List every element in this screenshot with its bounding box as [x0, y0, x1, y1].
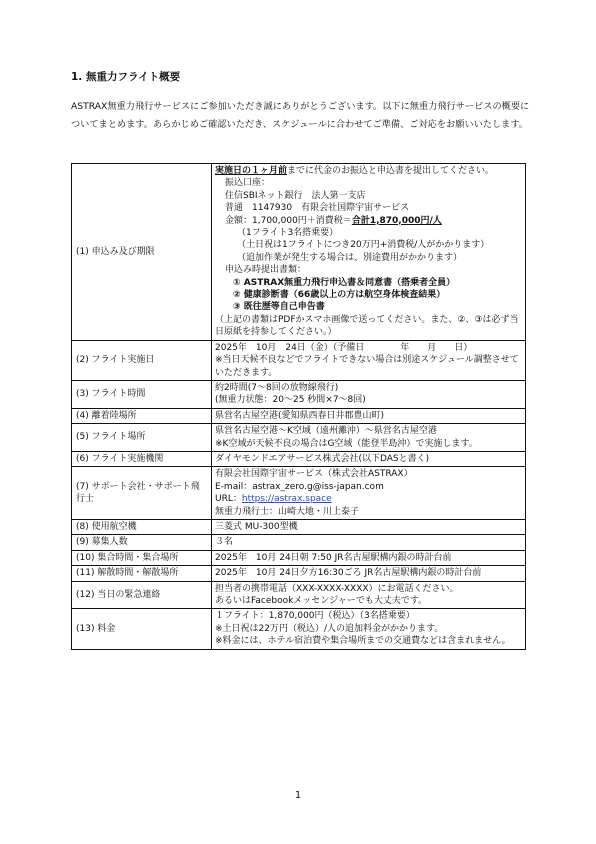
- fee-exclusion-note: ※料金には、ホテル宿泊費や集合場所までの交通費などは含まれません。: [215, 636, 511, 647]
- table-row: [72, 408, 526, 423]
- flight-date-text: 2025年 10月 24日（金）（予備日 年 月 日）: [215, 342, 473, 353]
- document-item: ② 健康診断書（66歳以上の方は航空身体検査結果）: [233, 290, 446, 301]
- website-link[interactable]: https://astrax.space: [241, 494, 332, 505]
- dismissal-time-place: 2025年 10月 24日夕方16:30ごろ JR名古屋駅構内銀の時計台前: [212, 566, 526, 581]
- deadline-emphasis: 実施日の１ヶ月前: [215, 166, 288, 176]
- table-row: [72, 609, 526, 649]
- table-row: [72, 467, 526, 520]
- crew-names: 無重力飛行士：山崎大地・川上泰子: [215, 506, 360, 517]
- row-label: (3) フライト時間: [72, 380, 212, 408]
- airport: 県営名古屋空港(愛知県西春日井郡豊山町): [212, 408, 526, 423]
- row-label: (7) サポート会社・サポート飛行士: [72, 467, 212, 520]
- table-row: [72, 451, 526, 466]
- row-label: (1) 申込み及び期限: [72, 164, 212, 341]
- row-label: (2) フライト実施日: [72, 340, 212, 380]
- weekend-fee-note: ※土日祝は22万円（税込）/人の追加料金がかかります。: [215, 623, 444, 634]
- document-item: ① ASTRAX無重力飛行申込書＆同意書（搭乗者全員）: [233, 277, 456, 288]
- per-flight-note: （1フライト3名搭乗要）: [237, 228, 339, 239]
- account-label: 振込口座：: [225, 178, 271, 189]
- amount-prefix: 金額：1,700,000円＋消費税＝: [225, 215, 352, 226]
- table-row: [72, 380, 526, 408]
- account-number: 普通 1147930 有限会社国際宇宙サービス: [225, 203, 410, 214]
- flight-duration: [212, 380, 526, 408]
- overview-table: [71, 163, 526, 650]
- aircraft: 三菱式 MU-300型機: [212, 519, 526, 534]
- page-number: 1: [294, 790, 302, 801]
- row-label: (8) 使用航空機: [72, 519, 212, 534]
- table-row: [72, 424, 526, 452]
- flight-date: [212, 340, 526, 380]
- documents-note: （上記の書類はPDFかスマホ画像で送ってください。また、②、③は必ず当日原紙を持参してください。）: [215, 314, 519, 338]
- zero-g-line: (無重力状態：20〜25 秒間×7〜8回): [215, 395, 366, 406]
- support-company: [212, 467, 526, 520]
- extra-cost-note: （追加作業が発生する場合は、別途費用がかかります）: [237, 252, 463, 263]
- table-row: [72, 550, 526, 565]
- weather-note: ※当日天候不良などでフライトできない場合は別途スケジュール調整させていただきます。: [215, 355, 519, 378]
- row-label: (12) 当日の緊急連絡: [72, 581, 212, 609]
- table-row: [72, 164, 526, 341]
- contact-email: E-mail：astrax_zero.g@iss-japan.com: [215, 481, 384, 492]
- fee: [212, 609, 526, 649]
- weekend-note: （土日祝は1フライトにつき20万円+消費税/人がかかります）: [237, 240, 490, 251]
- operator: ダイヤモンドエアサービス株式会社(以下DASと書く): [212, 451, 526, 466]
- fee-line: １フライト：1,870,000円（税込）（3名搭乗要）: [215, 611, 415, 622]
- row-label: (6) フライト実施機関: [72, 451, 212, 466]
- meeting-time-place: 2025年 10月 24日朝 7:50 JR名古屋駅構内銀の時計台前: [212, 550, 526, 565]
- row-label: (4) 離着陸場所: [72, 408, 212, 423]
- phone-line: 担当者の携帯電話（XXX-XXXX-XXXX）にお電話ください。: [215, 583, 459, 594]
- table-row: [72, 340, 526, 380]
- row-label: (11) 解散時間・解散場所: [72, 566, 212, 581]
- application-details: [212, 164, 526, 341]
- row-label: (10) 集合時間・集合場所: [72, 550, 212, 565]
- table-row: [72, 535, 526, 550]
- row-label: (13) 料金: [72, 609, 212, 649]
- row-label: (9) 募集人数: [72, 535, 212, 550]
- table-row: [72, 581, 526, 609]
- company-name: 有限会社国際宇宙サービス（株式会社ASTRAX）: [215, 469, 413, 480]
- emergency-contact: [212, 581, 526, 609]
- table-row: [72, 519, 526, 534]
- intro-paragraph: ASTRAX無重力飛行サービスにご参加いただき誠にありがとうございます。以下に無重力飛行サービスの概要についてまとめます。あらかじめご確認いただき、スケジュールに合わせてご準備、ご対応をお願いいたします。: [71, 101, 530, 130]
- duration-line: 約2時間(7〜8回の放物線飛行): [215, 382, 339, 393]
- row-label: (5) フライト場所: [72, 424, 212, 452]
- bank-name: 住信SBIネット銀行 法人第一支店: [225, 190, 366, 201]
- url-label: URL：: [215, 494, 242, 505]
- document-item: ③ 既往歴等自己申告書: [233, 302, 325, 313]
- alternate-area-note: ※K空域が天候不良の場合はG空域（能登半島沖）で実施します。: [215, 438, 478, 449]
- section-heading: 1. 無重力フライト概要: [71, 71, 181, 83]
- flight-area: [212, 424, 526, 452]
- capacity: ３名: [212, 535, 526, 550]
- route-line: 県営名古屋空港〜K空域（遠州灘沖）〜県営名古屋空港: [215, 426, 437, 437]
- documents-label: 申込み時提出書類：: [225, 265, 307, 276]
- deadline-text: までに代金のお振込と申込書を提出してください。: [287, 166, 495, 176]
- table-row: [72, 566, 526, 581]
- messenger-line: あるいはFacebookメッセンジャーでも大丈夫です。: [215, 596, 428, 606]
- amount-total: 合計1,870,000円/人: [351, 215, 442, 226]
